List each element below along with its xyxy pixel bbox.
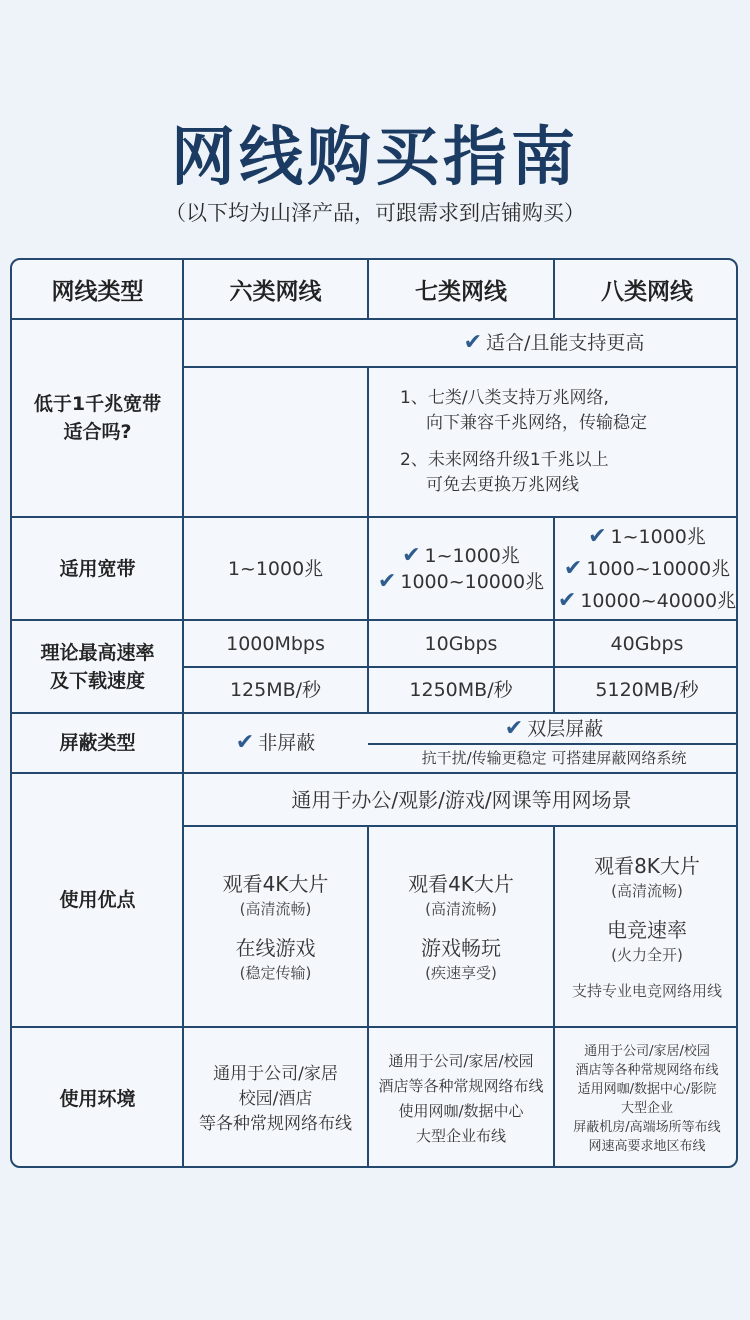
env-line: 使用网咖/数据中心	[398, 1102, 524, 1120]
bandwidth-value: 1000~10000兆	[586, 557, 731, 580]
page-subtitle: （以下均为山泽产品，可跟需求到店铺购买）	[165, 201, 585, 225]
rate-cat8: 40Gbps	[610, 632, 684, 655]
download-cat8: 5120MB/秒	[595, 679, 699, 701]
env-line: 酒店等各种常规网络布线	[378, 1077, 544, 1095]
download-cat6: 125MB/秒	[229, 679, 322, 701]
env-line: 适用网咖/数据中心/影院	[577, 1082, 717, 1097]
advantage-title: 电竞速率	[607, 917, 687, 942]
advantage-sub: (疾速享受)	[425, 963, 497, 982]
bandwidth-cat6: 1~1000兆	[227, 557, 324, 580]
suitability-details	[368, 368, 738, 516]
check-icon: ✔	[504, 715, 524, 741]
advantage-sub: (高清流畅)	[425, 899, 497, 918]
environment-cat7	[368, 1028, 554, 1168]
check-icon: ✔	[588, 523, 607, 549]
bandwidth-cat8	[554, 518, 738, 619]
bandwidth-value: 1~1000兆	[610, 525, 706, 548]
rate-cat6: 1000Mbps	[226, 632, 325, 655]
row-label-broadband-low	[12, 320, 183, 516]
env-line: 等各种常规网络布线	[199, 1113, 352, 1134]
advantage-sub: (火力全开)	[611, 945, 683, 964]
environment-cat8	[554, 1028, 738, 1168]
detail-line: 2、未来网络升级1千兆以上	[400, 450, 609, 470]
env-line: 屏蔽机房/高端场所等布线	[573, 1120, 721, 1135]
shield-cat78	[368, 714, 738, 743]
env-line: 通用于公司/家居/校园	[584, 1044, 710, 1059]
env-line: 网速高要求地区布线	[588, 1139, 706, 1154]
check-icon: ✔	[377, 568, 397, 594]
check-icon: ✔	[402, 542, 421, 568]
env-line: 通用于公司/家居/校园	[388, 1052, 534, 1070]
download-cat7: 1250MB/秒	[409, 679, 513, 701]
row-label-advantages: 使用优点	[59, 889, 136, 911]
row-label-speed	[12, 621, 183, 712]
shield-value: 双层屏蔽	[527, 717, 604, 740]
advantage-title: 观看8K大片	[594, 853, 700, 878]
env-line: 校园/酒店	[238, 1088, 313, 1109]
header-cat6: 六类网线	[229, 278, 322, 305]
env-line: 通用于公司/家居	[213, 1063, 338, 1084]
detail-line: 向下兼容千兆网络，传输稳定	[426, 413, 647, 433]
advantages-cat6	[183, 827, 368, 1026]
shield-cat6	[183, 714, 368, 772]
advantages-cat7	[368, 827, 554, 1026]
advantage-title: 观看4K大片	[222, 871, 329, 896]
row-label-shield: 屏蔽类型	[59, 732, 136, 754]
advantage-sub: (稳定传输)	[239, 963, 312, 982]
header-cat8: 八类网线	[601, 278, 693, 305]
env-line: 大型企业布线	[415, 1127, 506, 1145]
advantage-title: 游戏畅玩	[421, 935, 501, 960]
comparison-table	[10, 258, 738, 1168]
advantage-title: 在线游戏	[235, 935, 316, 960]
env-line: 酒店等各种常规网络布线	[575, 1063, 719, 1078]
row-label-line: 及下载速度	[49, 669, 145, 692]
check-icon: ✔	[563, 555, 583, 581]
check-icon: ✔	[557, 587, 577, 613]
advantages-common: 通用于办公/观影/游戏/网课等用网场景	[291, 787, 632, 812]
check-icon: ✔	[235, 730, 255, 755]
header-cat7: 七类网线	[415, 278, 507, 305]
advantages-cat8	[554, 827, 738, 1026]
advantage-sub: (高清流畅)	[611, 881, 683, 900]
row-label-line: 低于1千兆宽带	[33, 393, 162, 415]
environment-cat6	[183, 1028, 368, 1168]
detail-line: 1、七类/八类支持万兆网络,	[400, 388, 609, 408]
row-label-line: 适合吗?	[63, 421, 132, 443]
row-label-line: 理论最高速率	[40, 641, 155, 664]
summary-text: 适合/且能支持更高	[486, 332, 645, 354]
check-icon: ✔	[463, 330, 483, 355]
shield-note: 抗干扰/传输更稳定 可搭建屏蔽网络系统	[421, 749, 687, 767]
bandwidth-value: 1000~10000兆	[400, 570, 545, 593]
detail-line: 可免去更换万兆网线	[426, 475, 579, 495]
advantage-note: 支持专业电竞网络用线	[571, 981, 722, 1000]
row-label-environment: 使用环境	[59, 1088, 136, 1110]
header-cable-type: 网线类型	[51, 278, 144, 305]
page-title: 网线购买指南	[171, 121, 579, 195]
env-line: 大型企业	[620, 1101, 673, 1116]
suitability-summary	[368, 320, 738, 366]
row-label-bandwidth: 适用宽带	[59, 557, 136, 580]
bandwidth-cat7	[368, 518, 554, 619]
bandwidth-value: 1~1000兆	[424, 544, 520, 567]
advantage-sub: (高清流畅)	[239, 899, 312, 918]
rate-cat7: 10Gbps	[424, 632, 498, 655]
advantage-title: 观看4K大片	[408, 871, 514, 896]
bandwidth-value: 10000~40000兆	[580, 589, 737, 612]
shield-value: 非屏蔽	[258, 732, 316, 754]
